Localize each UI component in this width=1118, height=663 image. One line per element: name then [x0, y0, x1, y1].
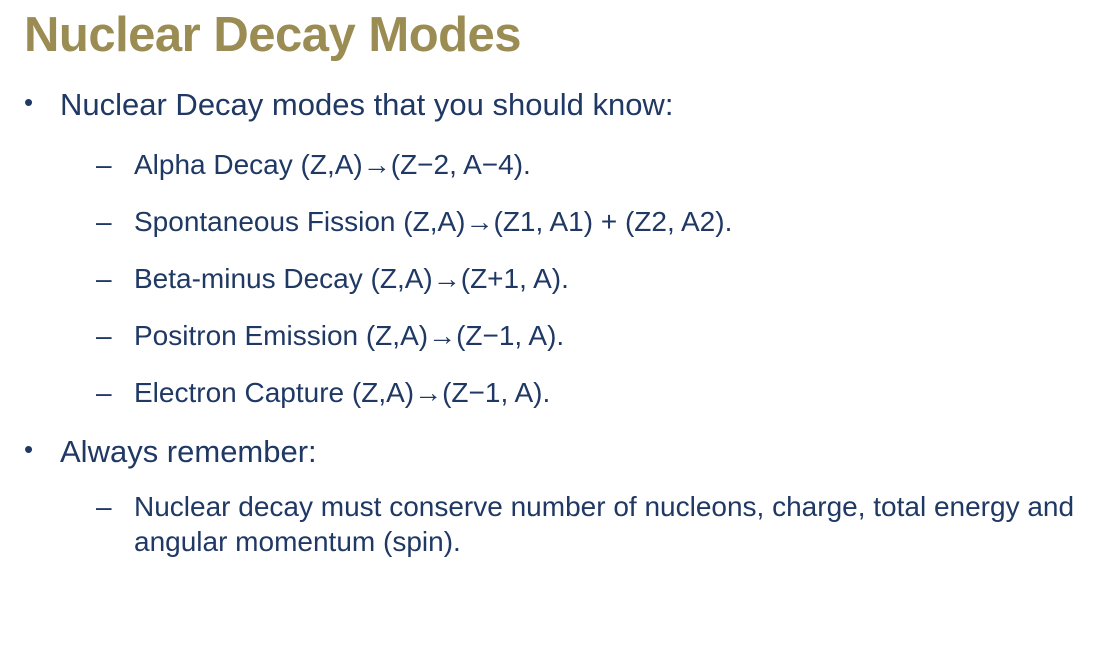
bullet-icon: •: [24, 86, 34, 117]
dash-bullet-icon: –: [96, 205, 112, 237]
decay-mode-alpha: Alpha Decay (Z,A)→(Z−2, A−4).: [134, 148, 531, 180]
list-item: [0, 489, 1118, 559]
dash-bullet-icon: –: [96, 319, 112, 351]
section-heading: Always remember:: [60, 433, 317, 469]
bullet-icon: •: [24, 433, 34, 464]
list-item: [0, 432, 1118, 472]
sub-list: [0, 147, 1118, 410]
dash-bullet-icon: –: [96, 262, 112, 294]
list-item: [0, 375, 1118, 410]
dash-bullet-icon: –: [96, 491, 112, 523]
decay-mode-beta-minus: Beta-minus Decay (Z,A)→(Z+1, A).: [134, 262, 569, 294]
list-item: [0, 318, 1118, 353]
section-heading: Nuclear Decay modes that you should know:: [60, 86, 674, 122]
list-item: [0, 204, 1118, 239]
list-item: [0, 261, 1118, 296]
decay-mode-electron-capture: Electron Capture (Z,A)→(Z−1, A).: [134, 376, 551, 408]
decay-mode-positron-emission: Positron Emission (Z,A)→(Z−1, A).: [134, 319, 565, 351]
sub-list-container: [0, 147, 1118, 410]
sub-list-container: [0, 489, 1118, 559]
list-item: [0, 85, 1118, 125]
conservation-note: Nuclear decay must conserve number of nucleons, charge, total energy and angular momentum (spin).: [134, 491, 1075, 558]
page-title: Nuclear Decay Modes: [24, 8, 522, 62]
decay-mode-spontaneous-fission: Spontaneous Fission (Z,A)→(Z1, A1) + (Z2, A2).: [134, 205, 733, 237]
dash-bullet-icon: –: [96, 376, 112, 408]
slide-body: [0, 85, 1118, 559]
list-item: [0, 147, 1118, 182]
sub-list: [0, 489, 1118, 559]
dash-bullet-icon: –: [96, 148, 112, 180]
